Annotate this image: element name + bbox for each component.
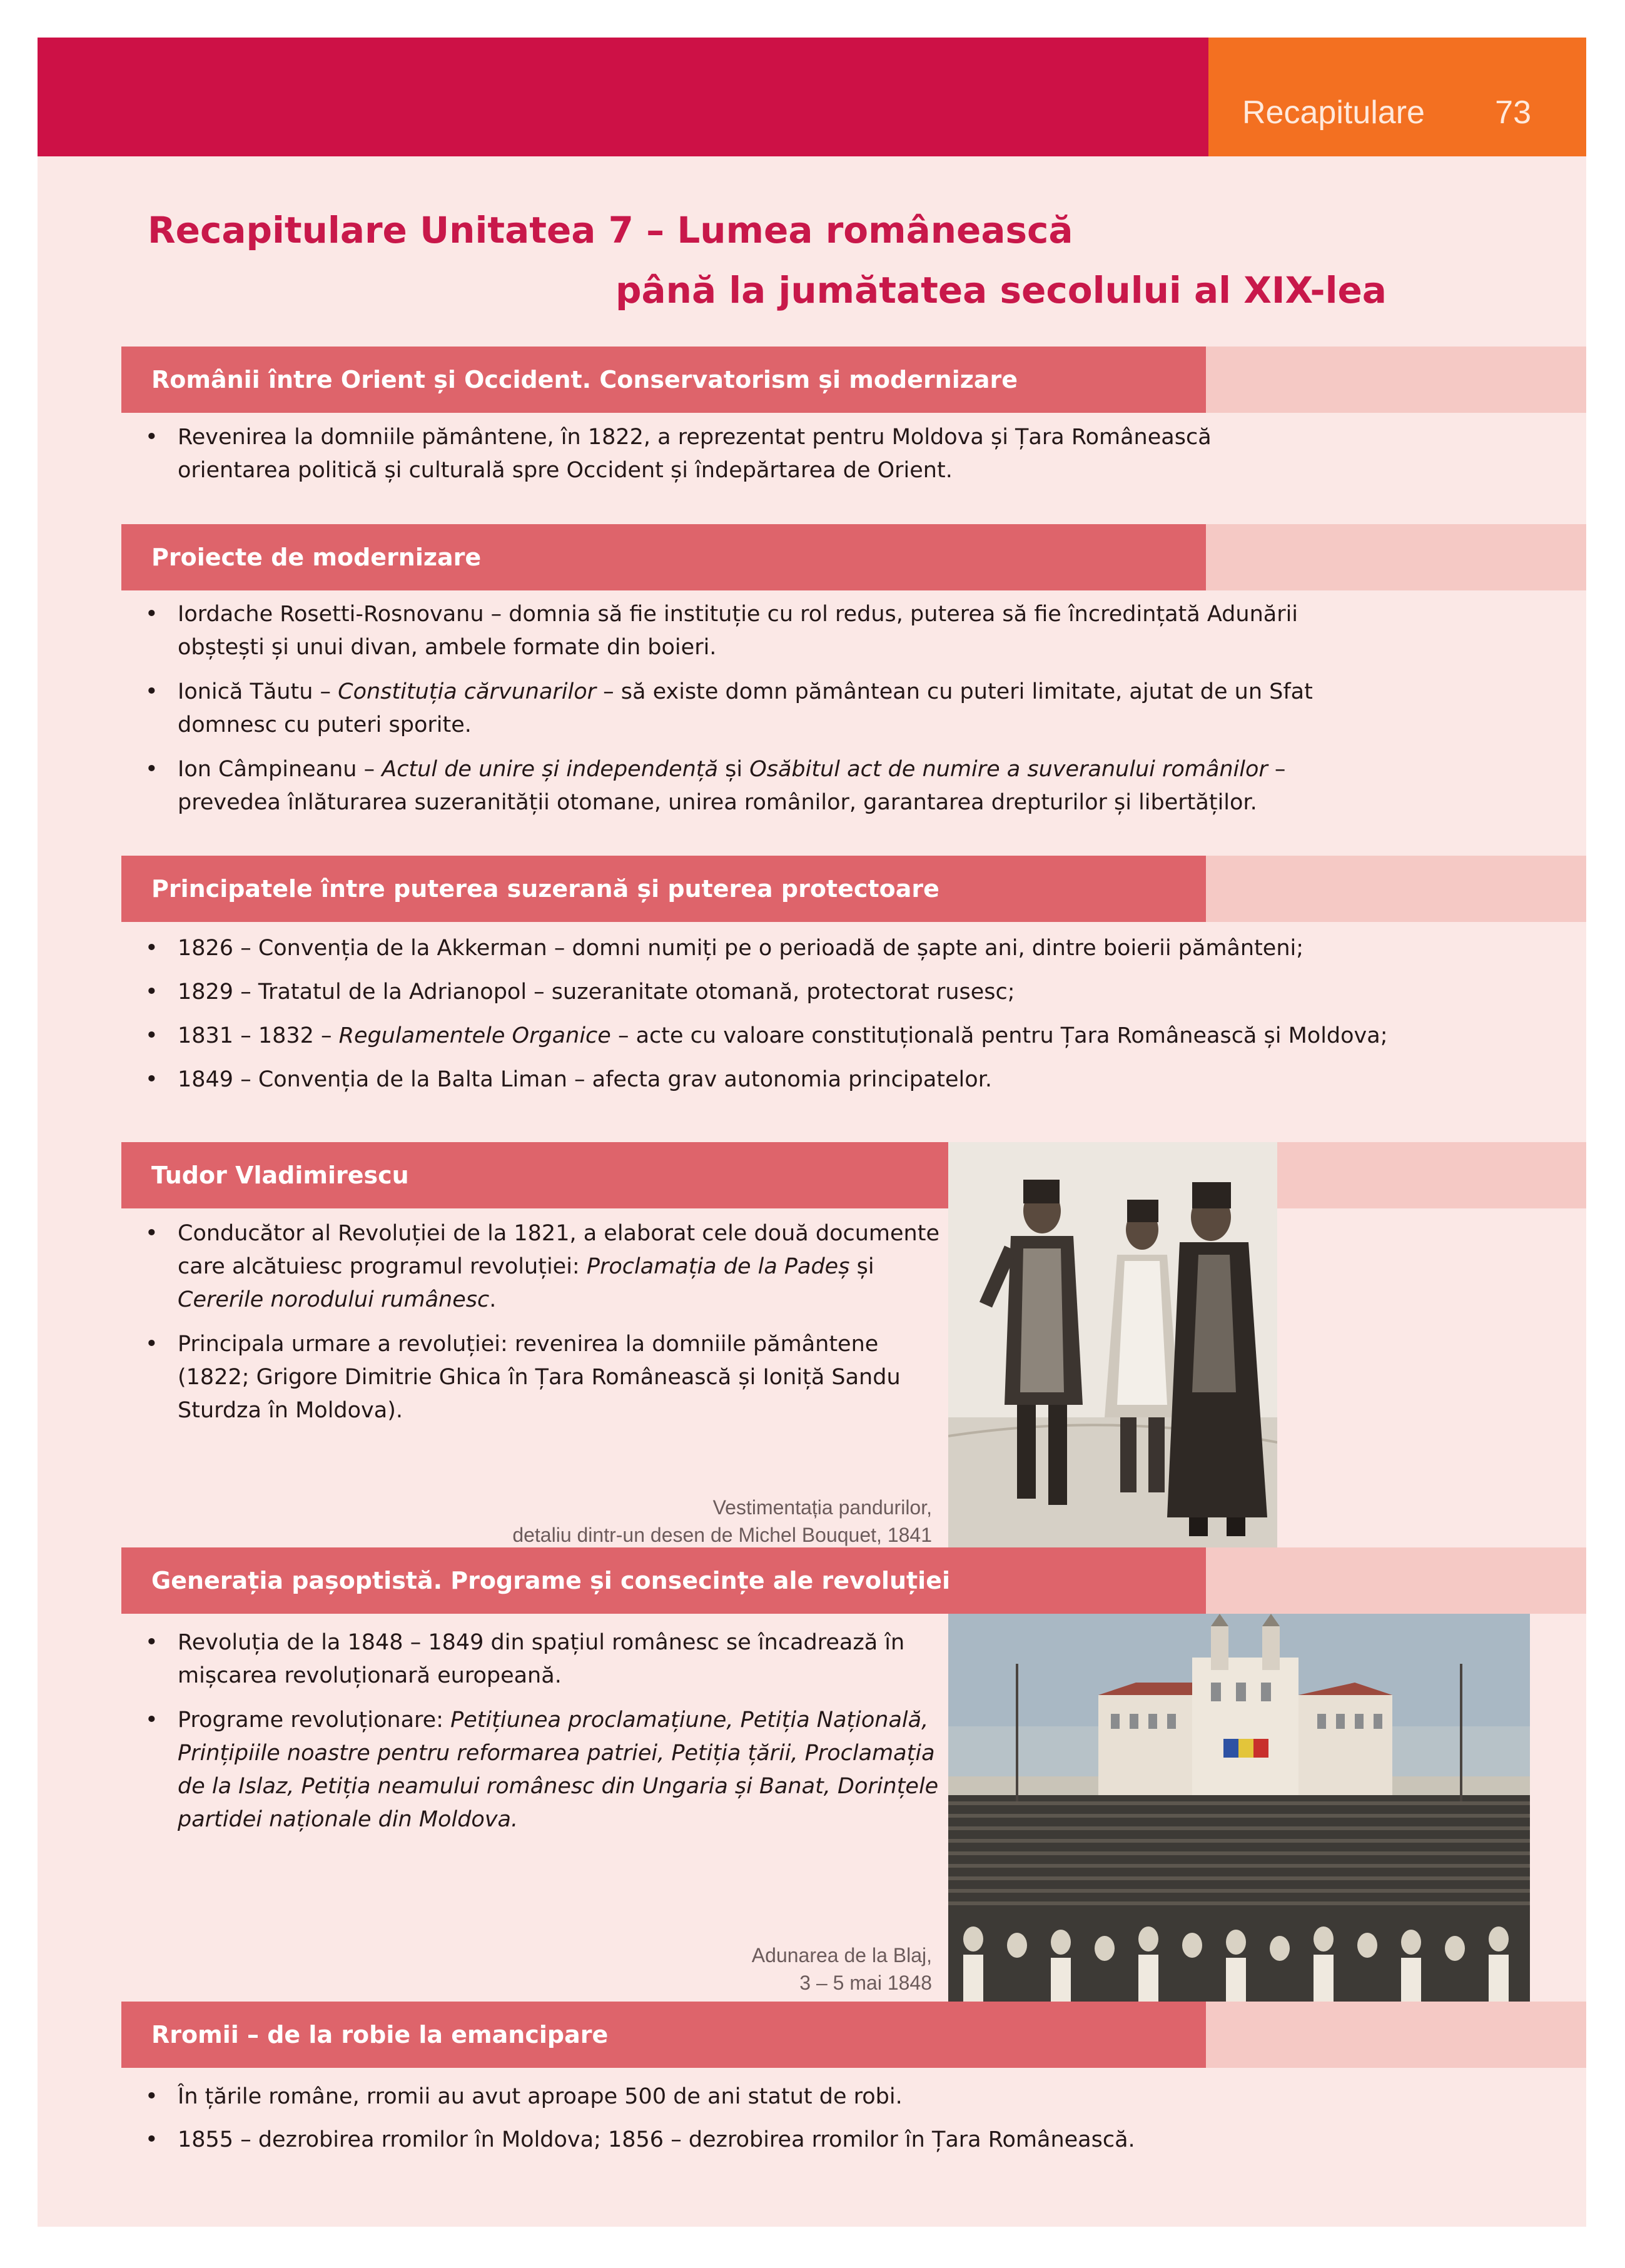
header-tab <box>1208 38 1586 156</box>
list-item: • Ion Câmpineanu – Actul de unire și independență și Osăbitul act de numire a suveranului românilor – prevedea înlăturarea suzeranității otomane, unirea românilor, garantarea drepturilor și libertăților. <box>145 753 1313 819</box>
title-line-1: Recapitulare Unitatea 7 – Lumea românească <box>148 209 1073 251</box>
header-section-name: Recapitulare <box>1242 94 1425 131</box>
list-item: • Revenirea la domniile pământene, în 1822, a reprezentat pentru Moldova și Țara Românească orientarea politică și culturală spre Occident și îndepărtarea de Orient. <box>145 421 1212 487</box>
list-item: • 1831 – 1832 – Regulamentele Organice – acte cu valoare constituțională pentru Țara Românească și Moldova; <box>145 1020 1388 1053</box>
list-item: • 1855 – dezrobirea rromilor în Moldova; 1856 – dezrobirea rromilor în Țara Românească. <box>145 2124 1135 2157</box>
section-header-tudor <box>121 1142 1586 1208</box>
section-header-romanii <box>121 347 1586 413</box>
section-list-tudor <box>145 1217 939 1439</box>
list-item: • Revoluția de la 1848 – 1849 din spațiul românesc se încadrează în mișcarea revoluționară europeană. <box>145 1626 938 1693</box>
page-number: 73 <box>1495 94 1531 131</box>
list-item: • Programe revoluționare: Petițiunea proclamațiune, Petiția Națională, Prințipiile noastre pentru reformarea patriei, Petiția țării, Proclamația de la Islaz, Petiția neamului românesc din Ungaria și Banat, Dorințele partidei naționale din Moldova. <box>145 1704 938 1836</box>
list-item: • Conducător al Revoluției de la 1821, a elaborat cele două documente care alcătuiesc programul revoluției: Proclamația de la Padeș și Cererile norodului rumânesc. <box>145 1217 939 1317</box>
section-header-principatele <box>121 856 1586 922</box>
section-heading: Românii între Orient și Occident. Conservatorism și modernizare <box>121 347 1206 413</box>
blaj-assembly-painting <box>948 1614 1530 2002</box>
image-caption-blaj: Adunarea de la Blaj, 3 – 5 mai 1848 <box>751 1944 932 1994</box>
title-line-2: până la jumătatea secolului al XIX-lea <box>615 269 1387 311</box>
section-heading: Generația pașoptistă. Programe și consecințe ale revoluției <box>121 1547 1206 1614</box>
list-item: • Iordache Rosetti-Rosnovanu – domnia să fie instituție cu rol redus, puterea să fie încredințată Adunării obștești și unui divan, ambele formate din boieri. <box>145 598 1313 664</box>
section-heading: Principatele între puterea suzerană și puterea protectoare <box>121 856 1206 922</box>
section-heading: Tudor Vladimirescu <box>121 1142 948 1208</box>
section-list-rromii <box>145 2080 1135 2168</box>
list-item: • În țările române, rromii au avut aproape 500 de ani statut de robi. <box>145 2080 1135 2114</box>
pandur-illustration <box>948 1142 1277 1547</box>
section-list-proiecte <box>145 598 1313 831</box>
section-heading: Rromii – de la robie la emancipare <box>121 2002 1206 2068</box>
section-header-generatia <box>121 1547 1586 1614</box>
section-list-romanii <box>145 421 1212 499</box>
section-header-rromii <box>121 2002 1586 2068</box>
page-title <box>148 200 1387 320</box>
section-list-principatele <box>145 932 1388 1107</box>
section-list-generatia <box>145 1626 938 1848</box>
section-heading: Proiecte de modernizare <box>121 524 1206 590</box>
image-caption-pandurilor: Vestimentația pandurilor, detaliu dintr-un desen de Michel Bouquet, 1841 <box>512 1496 932 1546</box>
section-header-proiecte <box>121 524 1586 590</box>
list-item: • 1849 – Convenția de la Balta Liman – afecta grav autonomia principatelor. <box>145 1063 1388 1096</box>
header-bar <box>38 38 1208 156</box>
list-item: • Principala urmare a revoluției: revenirea la domniile pământene (1822; Grigore Dimitrie Ghica în Țara Românească și Ioniță Sandu Sturdza în Moldova). <box>145 1328 939 1427</box>
list-item: • Ionică Tăutu – Constituția cărvunarilor – să existe domn pământean cu puteri limitate, ajutat de un Sfat domnesc cu puteri sporite. <box>145 676 1313 742</box>
list-item: • 1829 – Tratatul de la Adrianopol – suzeranitate otomană, protectorat rusesc; <box>145 976 1388 1009</box>
list-item: • 1826 – Convenția de la Akkerman – domni numiți pe o perioadă de șapte ani, dintre boierii pământeni; <box>145 932 1388 965</box>
